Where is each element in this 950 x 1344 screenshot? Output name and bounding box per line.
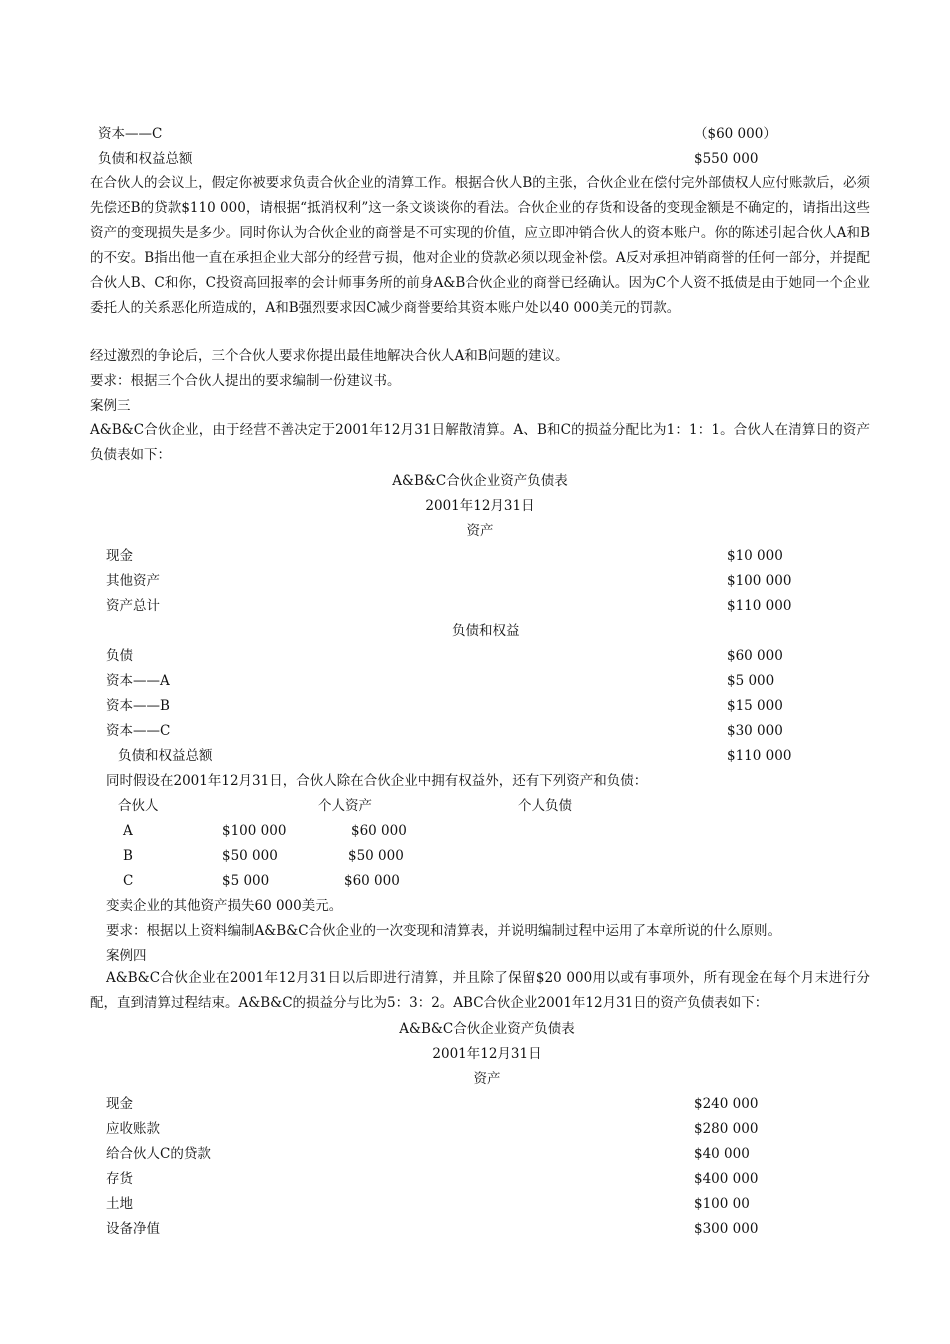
asset-value: $110 000 — [727, 598, 792, 614]
liability-value: $5 000 — [727, 673, 775, 689]
liability-value: $15 000 — [727, 698, 783, 714]
case3-liabilities-heading: 负债和权益 — [452, 623, 520, 639]
asset-label: 资产总计 — [106, 598, 160, 614]
case4-table-date: 2001年12月31日 — [432, 1046, 542, 1062]
case3-assets-heading: 资产 — [466, 523, 494, 539]
row-label: 负债和权益总额 — [98, 151, 193, 167]
asset-value: $280 000 — [694, 1121, 759, 1137]
personal-assets: $5 000 — [222, 873, 270, 889]
liability-label: 负债 — [106, 648, 133, 664]
asset-label: 存货 — [106, 1171, 133, 1187]
personal-liabilities: $60 000 — [344, 873, 400, 889]
asset-label: 现金 — [106, 1096, 133, 1112]
case3-loss-note: 变卖企业的其他资产损失60 000美元。 — [106, 898, 343, 914]
asset-value: $100 00 — [694, 1196, 750, 1212]
asset-label: 土地 — [106, 1196, 133, 1212]
asset-value: $300 000 — [694, 1221, 759, 1237]
personal-partner: A — [123, 823, 133, 839]
asset-value: $240 000 — [694, 1096, 759, 1112]
personal-header: 个人资产 — [318, 798, 372, 814]
asset-value: $100 000 — [727, 573, 792, 589]
paragraph-debate: 经过激烈的争论后，三个合伙人要求你提出最佳地解决合伙人A和B问题的建议。 — [90, 348, 569, 364]
case4-assets-heading: 资产 — [473, 1071, 501, 1087]
case4-heading: 案例四 — [106, 948, 147, 964]
paragraph-meeting: 在合伙人的会议上，假定你被要求负责合伙企业的清算工作。根据合伙人B的主张，合伙企业在偿付完外部债权人应付账款后，必须先偿还B的贷款$110 000，请根据“抵消权利”这一条文谈谈你的看法。合伙企业的存货和设备的变现金额是不确定的，请指出这些资产的变现损失是多少。同时你认为合伙企业的商誉是不可实现的价值，应立即冲销合伙人的资本账户。你的陈述引起合伙人A和B的不安。B指出他一直在承担企业大部分的经营亏损，他对企业的贷款必须以现金补偿。A反对承担冲销商誉的任何一部分，并提配合伙人B、C和你，C投资高回报率的会计师事务所的前身A&B合伙企业的商誉已经确认。因为C个人资不抵债是由于她同一个企业委托人的关系恶化所造成的，A和B强烈要求因C减少商誉要给其资本账户处以40 000美元的罚款。 — [90, 175, 870, 316]
personal-header: 合伙人 — [118, 798, 159, 814]
liability-value: $110 000 — [727, 748, 792, 764]
row-label: 资本——C — [98, 126, 163, 142]
case3-heading: 案例三 — [90, 398, 131, 414]
case3-personal-intro: 同时假设在2001年12月31日，合伙人除在合伙企业中拥有权益外，还有下列资产和负债： — [106, 773, 648, 789]
paragraph-requirement: 要求：根据三个合伙人提出的要求编制一份建议书。 — [90, 373, 401, 389]
asset-label: 现金 — [106, 548, 133, 564]
personal-liabilities: $60 000 — [351, 823, 407, 839]
case3-intro: A&B&C合伙企业，由于经营不善决定于2001年12月31日解散清算。A、B和C的损益分配比为1：1：1。合伙人在清算日的资产负债表如下： — [90, 422, 870, 463]
row-value: $550 000 — [694, 151, 759, 167]
asset-value: $40 000 — [694, 1146, 750, 1162]
case3-table-title: A&B&C合伙企业资产负债表 — [392, 473, 568, 489]
asset-label: 应收账款 — [106, 1121, 160, 1137]
personal-assets: $50 000 — [222, 848, 278, 864]
personal-partner: B — [123, 848, 133, 864]
liability-label: 资本——A — [106, 673, 170, 689]
liability-value: $30 000 — [727, 723, 783, 739]
asset-label: 给合伙人C的贷款 — [106, 1146, 211, 1162]
asset-value: $400 000 — [694, 1171, 759, 1187]
liability-value: $60 000 — [727, 648, 783, 664]
personal-header: 个人负债 — [518, 798, 572, 814]
row-value: （$60 000） — [694, 126, 777, 142]
case3-requirement: 要求：根据以上资料编制A&B&C合伙企业的一次变现和清算表，并说明编制过程中运用了本章所说的什么原则。 — [106, 923, 782, 939]
case4-intro: A&B&C合伙企业在2001年12月31日以后即进行清算，并且除了保留$20 000用以或有事项外，所有现金在每个月末进行分配，直到清算过程结束。A&B&C的损益分与比为5：3：2。ABC合伙企业2001年12月31日的资产负债表如下： — [90, 970, 870, 1011]
personal-partner: C — [123, 873, 134, 889]
liability-label: 资本——C — [106, 723, 171, 739]
case3-table-date: 2001年12月31日 — [425, 498, 535, 514]
case4-table-title: A&B&C合伙企业资产负债表 — [399, 1021, 575, 1037]
asset-value: $10 000 — [727, 548, 783, 564]
asset-label: 设备净值 — [106, 1221, 160, 1237]
personal-liabilities: $50 000 — [348, 848, 404, 864]
liability-label: 负债和权益总额 — [118, 748, 213, 764]
liability-label: 资本——B — [106, 698, 170, 714]
asset-label: 其他资产 — [106, 573, 160, 589]
personal-assets: $100 000 — [222, 823, 287, 839]
